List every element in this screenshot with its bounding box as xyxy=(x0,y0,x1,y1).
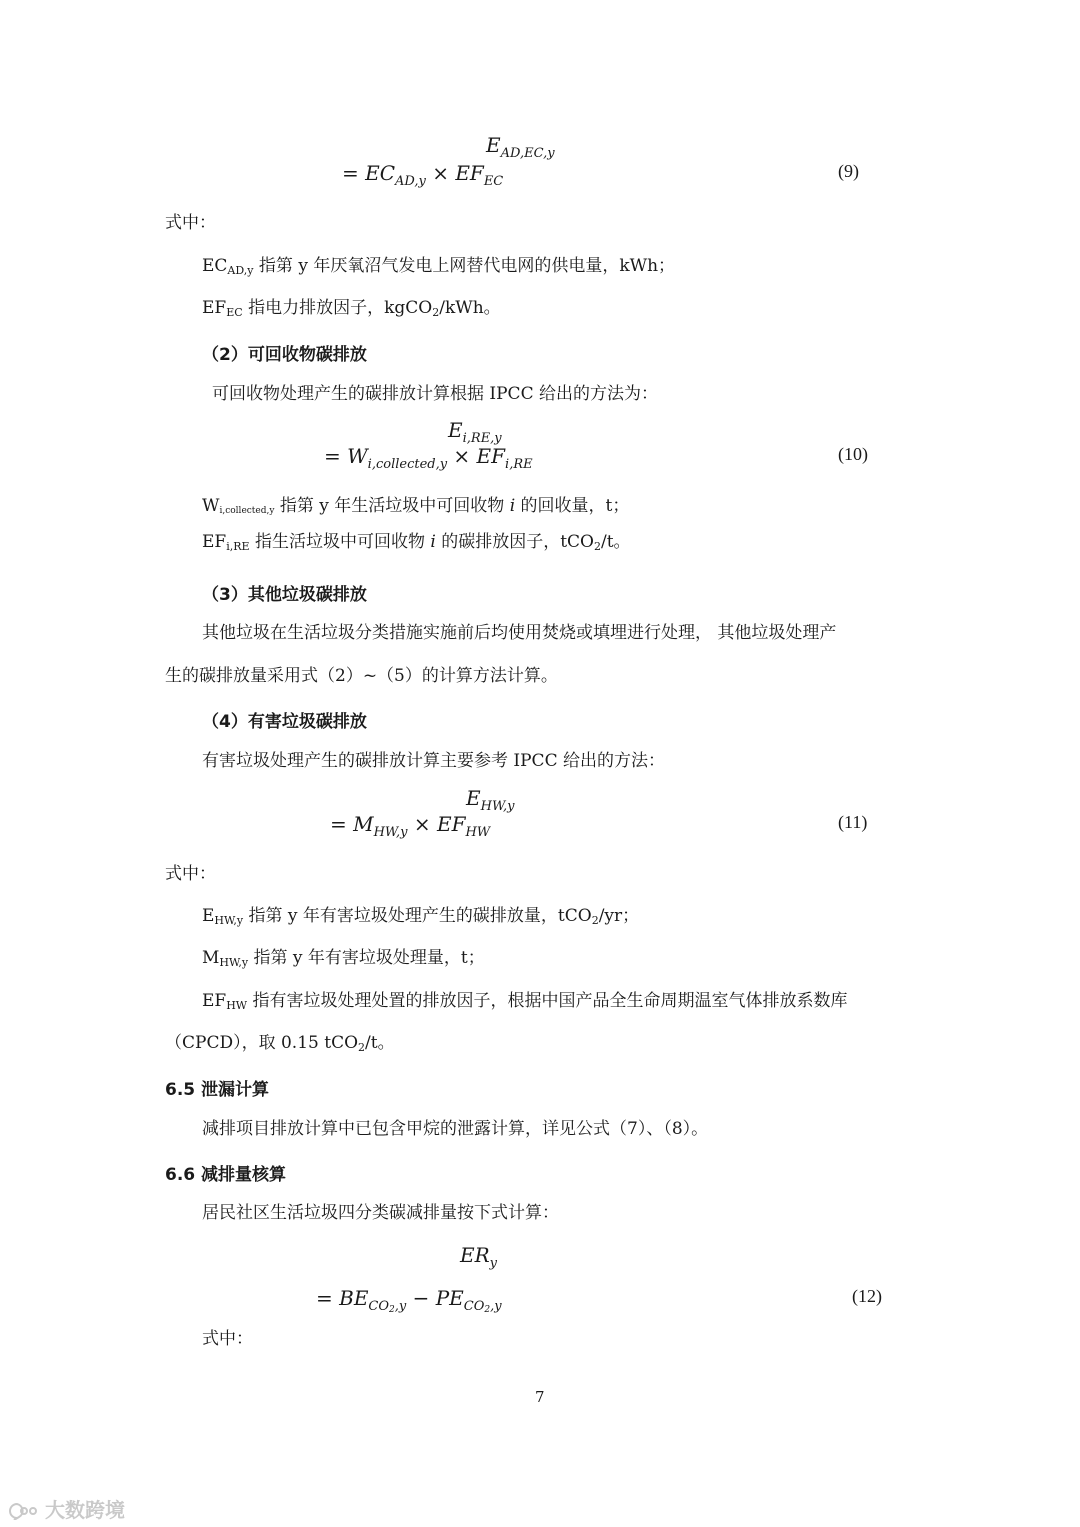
eq12-line1: $ER_y$ xyxy=(460,1243,498,1271)
w-definition: $W_{i,collected,y}$ 指第 y 年生活垃圾中可回收物 i 的回收量，t； xyxy=(202,496,630,516)
heading-recyclables: （2）可回收物碳排放 xyxy=(202,345,367,365)
eq12-line2: = $BE_{CO_2,y} - PE_{CO_2,y}$ xyxy=(316,1286,502,1315)
heading-other-waste: （3）其他垃圾碳排放 xyxy=(202,585,367,605)
where-label-3: 式中： xyxy=(202,1329,253,1349)
eq9-line2: = $EC_{AD,y} \times EF_{EC}$ xyxy=(342,161,504,189)
eq11-number: (11) xyxy=(838,812,868,832)
eq10-number: (10) xyxy=(838,444,868,464)
bubble-logo-icon xyxy=(8,1502,38,1520)
eq9-line1: $E_{AD,EC,y}$ xyxy=(486,133,555,161)
eq12-number: (12) xyxy=(852,1286,882,1306)
other-waste-para-line2: 生的碳排放量采用式（2）~（5）的计算方法计算。 xyxy=(165,666,558,686)
eq11-line1: $E_{HW,y}$ xyxy=(466,786,515,814)
eq9-number: (9) xyxy=(838,161,859,181)
where-label-2: 式中： xyxy=(165,864,216,884)
watermark-text: 大数跨境 xyxy=(44,1498,125,1522)
heading-6-5-leakage: 6.5 泄漏计算 xyxy=(165,1080,270,1100)
efhw-definition: $EF_{HW}$ 指有害垃圾处理处置的排放因子，根据中国产品全生命周期温室气体排放系数库 xyxy=(202,991,848,1012)
page-number: 7 xyxy=(535,1388,545,1406)
recyclables-intro: 可回收物处理产生的碳排放计算根据 IPCC 给出的方法为： xyxy=(212,384,658,404)
mhw-definition: $M_{HW,y}$ 指第 y 年有害垃圾处理量，t； xyxy=(202,948,485,969)
efhw-definition-cont: （CPCD），取 0.15 tCO$_2$/t。 xyxy=(165,1033,395,1054)
hazardous-intro: 有害垃圾处理产生的碳排放计算主要参考 IPCC 给出的方法： xyxy=(202,751,665,771)
leakage-para: 减排项目排放计算中已包含甲烷的泄露计算，详见公式（7）、（8）。 xyxy=(202,1119,709,1139)
eq11-line2: = $M_{HW,y} \times EF_{HW}$ xyxy=(330,812,491,840)
ec-definition: $EC_{AD,y}$ 指第 y 年厌氧沼气发电上网替代电网的供电量，kWh； xyxy=(202,256,676,277)
eq10-line1: $E_{i,RE,y}$ xyxy=(448,418,502,446)
other-waste-para-line1: 其他垃圾在生活垃圾分类措施实施前后均使用焚烧或填埋进行处理， 其他垃圾处理产 xyxy=(202,623,837,643)
where-label-1: 式中： xyxy=(165,213,216,233)
watermark xyxy=(8,1494,125,1523)
heading-6-6-reduction: 6.6 减排量核算 xyxy=(165,1165,287,1185)
eq10-line2: = $W_{i,collected,y} \times EF_{i,RE}$ xyxy=(324,444,533,472)
heading-hazardous-waste: （4）有害垃圾碳排放 xyxy=(202,712,367,732)
ehw-definition: $E_{HW,y}$ 指第 y 年有害垃圾处理产生的碳排放量，tCO$_2$/yr； xyxy=(202,906,640,927)
ef-definition: $EF_{EC}$ 指电力排放因子，kgCO$_2$/kWh。 xyxy=(202,298,501,319)
reduction-intro: 居民社区生活垃圾四分类碳减排量按下式计算： xyxy=(202,1203,559,1223)
efre-definition: $EF_{i,RE}$ 指生活垃圾中可回收物 i 的碳排放因子，tCO$_2$/t。 xyxy=(202,532,631,553)
